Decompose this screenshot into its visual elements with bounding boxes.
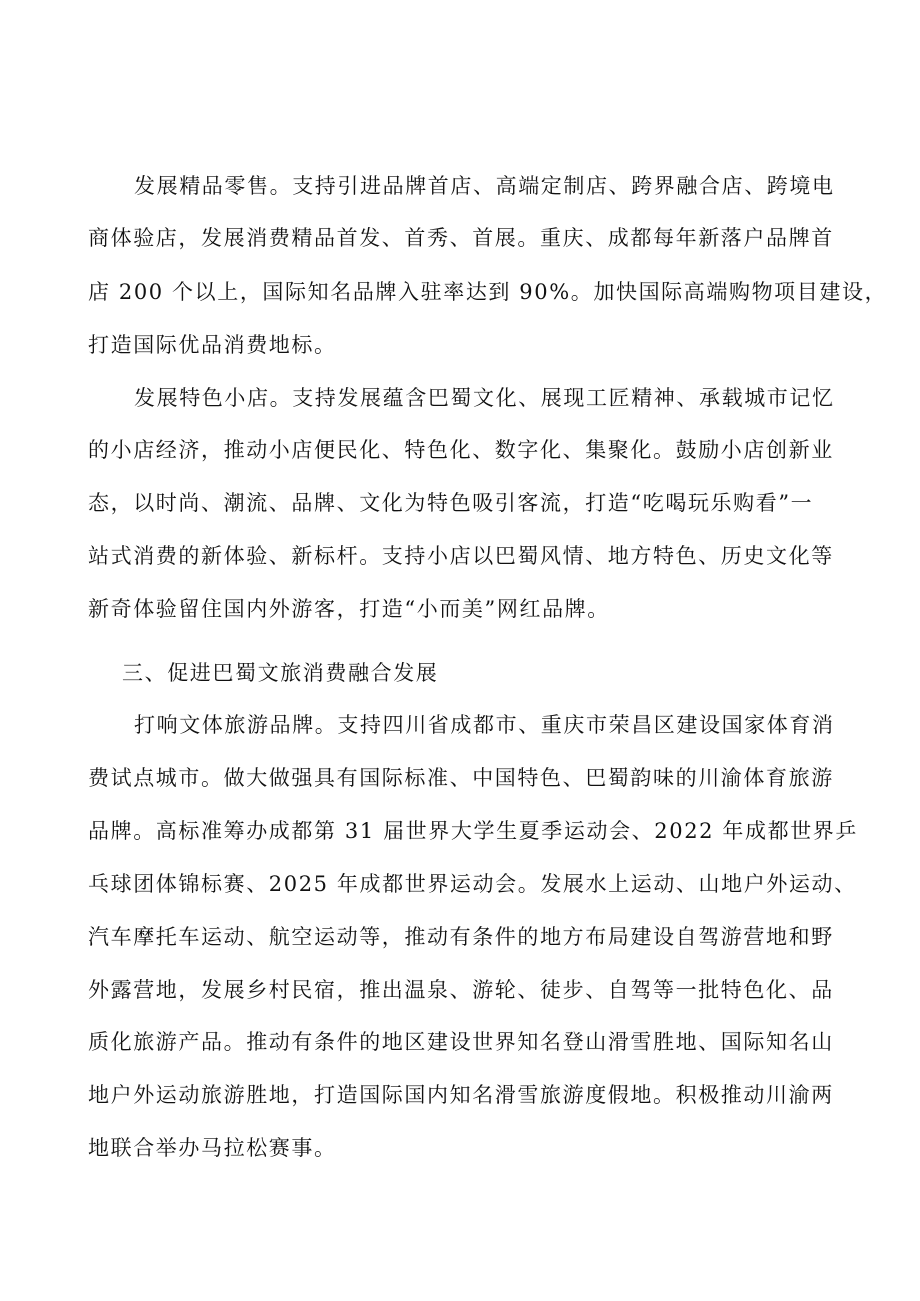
paragraph-line: 的小店经济，推动小店便民化、特色化、数字化、集聚化。鼓励小店创新业: [88, 438, 834, 462]
paragraph-line: 发展精品零售。支持引进品牌首店、高端定制店、跨界融合店、跨境电: [134, 174, 835, 198]
paragraph-line: 新奇体验留住国内外游客，打造“小而美”网红品牌。: [88, 597, 610, 621]
paragraph-line: 商体验店，发展消费精品首发、首秀、首展。重庆、成都每年新落户品牌首: [88, 226, 834, 250]
paragraph-line: 打响文体旅游品牌。支持四川省成都市、重庆市荣昌区建设国家体育消: [134, 713, 835, 737]
paragraph-line: 品牌。高标准筹办成都第 31 届世界大学生夏季运动会、2022 年成都世界乒: [88, 819, 858, 843]
paragraph-line: 态，以时尚、潮流、品牌、文化为特色吸引客流，打造“吃喝玩乐购看”一: [88, 491, 814, 515]
paragraph-line: 费试点城市。做大做强具有国际标准、中国特色、巴蜀韵味的川渝体育旅游: [88, 766, 834, 790]
paragraph-line: 质化旅游产品。推动有条件的地区建设世界知名登山滑雪胜地、国际知名山: [88, 1030, 834, 1054]
paragraph-line: 店 200 个以上，国际知名品牌入驻率达到 90%。加快国际高端购物项目建设，: [88, 280, 888, 304]
section-heading: 三、促进巴蜀文旅消费融合发展: [122, 661, 439, 685]
paragraph-line: 打造国际优品消费地标。: [88, 333, 337, 357]
paragraph-line: 乓球团体锦标赛、2025 年成都世界运动会。发展水上运动、山地户外运动、: [88, 872, 857, 896]
paragraph-line: 地户外运动旅游胜地，打造国际国内知名滑雪旅游度假地。积极推动川渝两: [88, 1083, 834, 1107]
paragraph-line: 站式消费的新体验、新标杆。支持小店以巴蜀风情、地方特色、历史文化等: [88, 544, 834, 568]
paragraph-line: 地联合举办马拉松赛事。: [88, 1136, 337, 1160]
paragraph-line: 汽车摩托车运动、航空运动等，推动有条件的地方布局建设自驾游营地和野: [88, 925, 834, 949]
paragraph-line: 外露营地，发展乡村民宿，推出温泉、游轮、徒步、自驾等一批特色化、品: [88, 978, 834, 1002]
paragraph-line: 发展特色小店。支持发展蕴含巴蜀文化、展现工匠精神、承载城市记忆: [134, 386, 835, 410]
